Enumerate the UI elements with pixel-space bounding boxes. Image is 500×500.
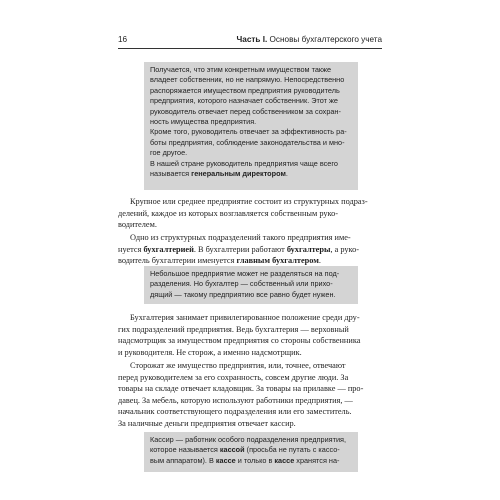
box-line (150, 456, 352, 466)
box-text: называется (150, 169, 192, 179)
box-line: В нашей стране руководитель предприятия чаще всего (150, 158, 338, 168)
text-line: гих подразделений предприятия. Ведь бухгалтерия — верховный (118, 324, 349, 334)
bold-term: генеральным директором (191, 169, 286, 179)
text-line: Одно из структурных подразделений такого предприятия име- (130, 233, 351, 242)
text-line: За наличные деньги предприятия отвечает кассир. (118, 418, 296, 428)
text-run: . (318, 256, 321, 266)
box-line: Кассир — работник особого подразделения предприятия, (150, 435, 347, 444)
box-line: распоряжается имуществом предприятия руководитель (150, 85, 340, 95)
text-run: хранятся на- (294, 455, 340, 465)
box-line: разделения. Но бухгалтер — собственный или прихо- (150, 279, 333, 289)
bold-term: кассе (274, 455, 295, 465)
text-line: товары на складе отвечает кладовщик. За товары на прилавке — про- (118, 384, 364, 394)
part-label: Часть I. (236, 35, 268, 44)
text-run: . В бухгалтерии работают (193, 244, 287, 254)
box-line: Получается, что этим конкретным имуществом также (150, 65, 332, 74)
paragraph-structure (118, 196, 384, 231)
text-line: начальник соответствующего подразделения или его заместитель. (118, 407, 352, 417)
text-run: и только в (235, 455, 275, 465)
text-run: (просьба не путать с кассо- (244, 445, 340, 455)
box-line: Небольшое предприятие может не разделяться на под- (150, 269, 340, 278)
chapter-title (237, 35, 382, 44)
text-line: водителем. (118, 220, 157, 230)
paragraph-guards (118, 360, 384, 430)
section-label: Основы бухгалтерского учета (269, 35, 382, 44)
text-line: делений, каждое из которых возглавляется собственным руко- (118, 208, 339, 218)
text-run: которое называется (150, 445, 220, 455)
paragraph-accounting (118, 232, 384, 267)
box-line: ность имущества предприятия. (150, 117, 257, 127)
text-line: Бухгалтерия занимает привилегированное положение среди дру- (130, 313, 360, 322)
box-line: дящий — такому предприятию все равно будет нужен. (150, 289, 336, 299)
box-line: руководитель отвечает перед собственником за сохран- (150, 106, 341, 116)
text-line: Сторожат же имущество предприятия, или, точнее, отвечают (130, 361, 346, 370)
callout-box-small-business (144, 266, 358, 304)
text-run: нуется (118, 244, 144, 254)
box-line: гое другое. (150, 148, 188, 158)
box-line: владеет собственник, но не напрямую. Непосредственно (150, 75, 345, 85)
box-line: Кроме того, руководитель отвечает за эффективность ра- (150, 127, 347, 137)
paragraph-privileged (118, 312, 384, 358)
text-run: водитель бухгалтерии именуется (118, 256, 237, 266)
bold-term: кассой (219, 445, 245, 455)
bold-term: кассе (215, 455, 236, 465)
box-line (150, 445, 352, 455)
text-line: перед руководителем за его сохранность, совсем другие люди. За (118, 372, 349, 382)
bold-term: бухгалтерией (143, 244, 194, 254)
text-line (118, 244, 384, 256)
text-line: надсмотрщик за имуществом предприятия со стороны собственника (118, 336, 361, 346)
bold-term: бухгалтеры (286, 244, 331, 254)
text-line: Крупное или среднее предприятие состоит из структурных подраз- (130, 197, 368, 206)
running-header (118, 34, 382, 49)
callout-box-cashier (144, 432, 358, 472)
box-line: боты предприятия, соблюдение законодательства и мно- (150, 137, 345, 147)
text-run: вым аппаратом). В (150, 455, 216, 465)
bold-term: главным бухгалтером (236, 256, 319, 266)
callout-box-owner (144, 62, 358, 190)
page-number: 16 (118, 35, 128, 44)
box-line: называется генеральным директором. (150, 169, 288, 179)
box-line: предприятия, которого назначает собственник. Этот же (150, 96, 338, 106)
text-line: давец. За мебель, которую используют работники предприятия, — (118, 395, 353, 405)
text-run: , а руко- (330, 244, 360, 254)
text-line: и руководителя. Не сторож, а именно надсмотрщик. (118, 347, 302, 357)
